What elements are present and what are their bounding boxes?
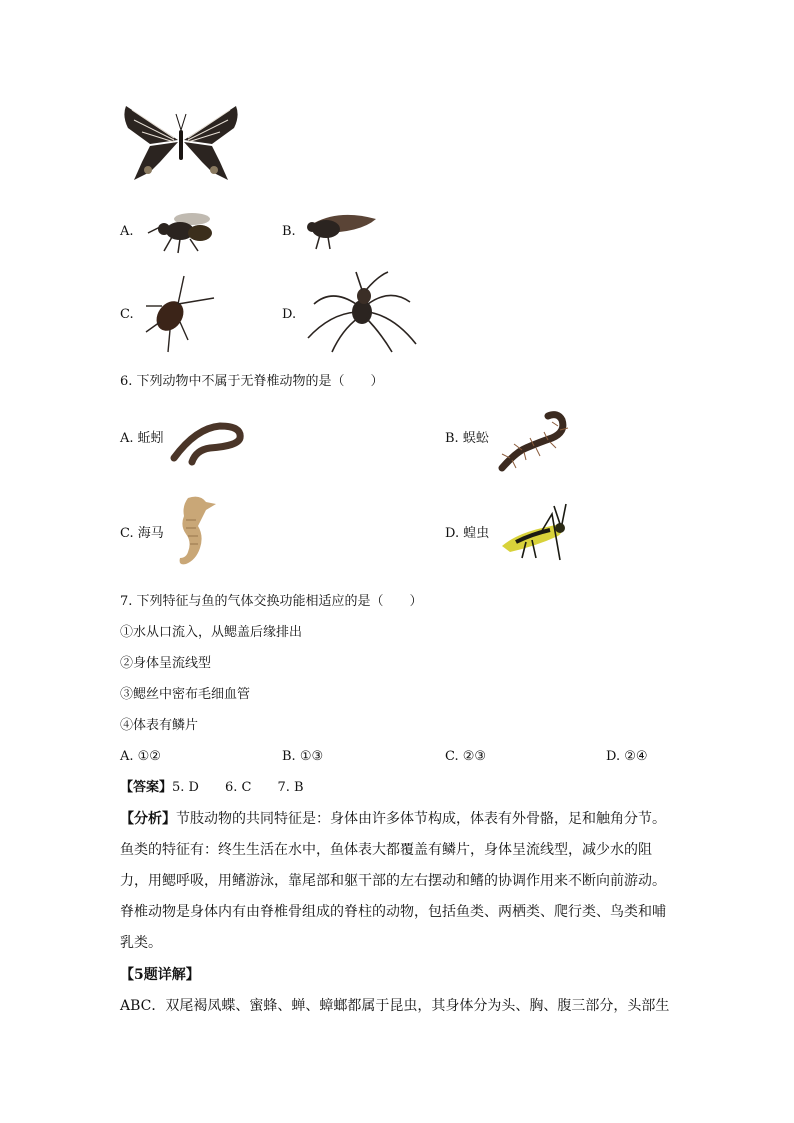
answer-text: 5. D 6. C 7. B [172, 780, 304, 795]
q6-option-b-image [496, 408, 572, 474]
question-6-text: 6. 下列动物中不属于无脊椎动物的是（ ） [120, 374, 384, 389]
q6-option-b-label: B. 蜈蚣 [445, 431, 489, 446]
q6-option-c-image [172, 492, 218, 570]
q7-option-d: D. ②④ [606, 749, 648, 764]
butterfly-image [120, 100, 242, 188]
q7-option-c: C. ②③ [445, 749, 487, 764]
q7-statement-2: ②身体呈流线型 [120, 656, 212, 671]
answer-line [120, 779, 304, 797]
spider-icon [302, 268, 420, 356]
analysis-paragraph [120, 804, 670, 959]
answer-label: 【答案】 [120, 780, 173, 795]
cicada-icon [300, 205, 380, 255]
q5-option-c-label: C. [120, 307, 134, 322]
grasshopper-icon [496, 500, 572, 566]
q5-option-d-image [302, 268, 420, 356]
question-7-text: 7. 下列特征与鱼的气体交换功能相适应的是（ ） [120, 594, 423, 609]
q7-statement-1: ①水从口流入，从鳃盖后缘排出 [120, 625, 303, 640]
q7-statement-3: ③鳃丝中密布毛细血管 [120, 687, 251, 702]
q6-option-c-label: C. 海马 [120, 526, 164, 541]
q7-option-a: A. ①② [120, 749, 161, 764]
q6-option-d-image [496, 500, 572, 566]
q7-option-b: B. ①③ [282, 749, 324, 764]
q6-option-a-label: A. 蚯蚓 [120, 431, 164, 446]
seahorse-icon [172, 492, 218, 570]
centipede-icon [496, 408, 572, 474]
butterfly-icon [120, 100, 242, 188]
q5-option-c-image [140, 272, 220, 356]
earthworm-icon [170, 418, 246, 466]
q5-option-a-label: A. [120, 224, 134, 239]
q5-option-d-label: D. [282, 307, 297, 322]
q6-option-d-label: D. 蝗虫 [445, 526, 490, 541]
analysis-text: 节肢动物的共同特征是：身体由许多体节构成，体表有外骨骼，足和触角分节。鱼类的特征有：终生生活在水中，鱼体表大都覆盖有鳞片，身体呈流线型，减少水的阻力，用鳃呼吸，用鳍游泳，靠尾部和躯干部的左右摆动和鳍的协调作用来不断向前游动。脊椎动物是身体内有由脊椎骨组成的脊柱的动物，包括鱼类、两栖类、爬行类、鸟类和哺乳类。 [120, 811, 666, 951]
q5-option-a-image [142, 205, 222, 255]
q5-option-b-image [300, 205, 380, 255]
detail-5-heading: 【5题详解】 [120, 967, 200, 983]
q6-option-a-image [170, 418, 246, 466]
cockroach-icon [140, 272, 220, 356]
q7-statement-4: ④体表有鳞片 [120, 718, 199, 733]
bee-icon [142, 205, 222, 255]
detail-5-text: ABC．双尾褐凤蝶、蜜蜂、蝉、蟑螂都属于昆虫，其身体分为头、胸、腹三部分，头部生 [120, 998, 670, 1014]
q5-option-b-label: B. [282, 224, 296, 239]
analysis-label: 【分析】 [120, 811, 176, 827]
